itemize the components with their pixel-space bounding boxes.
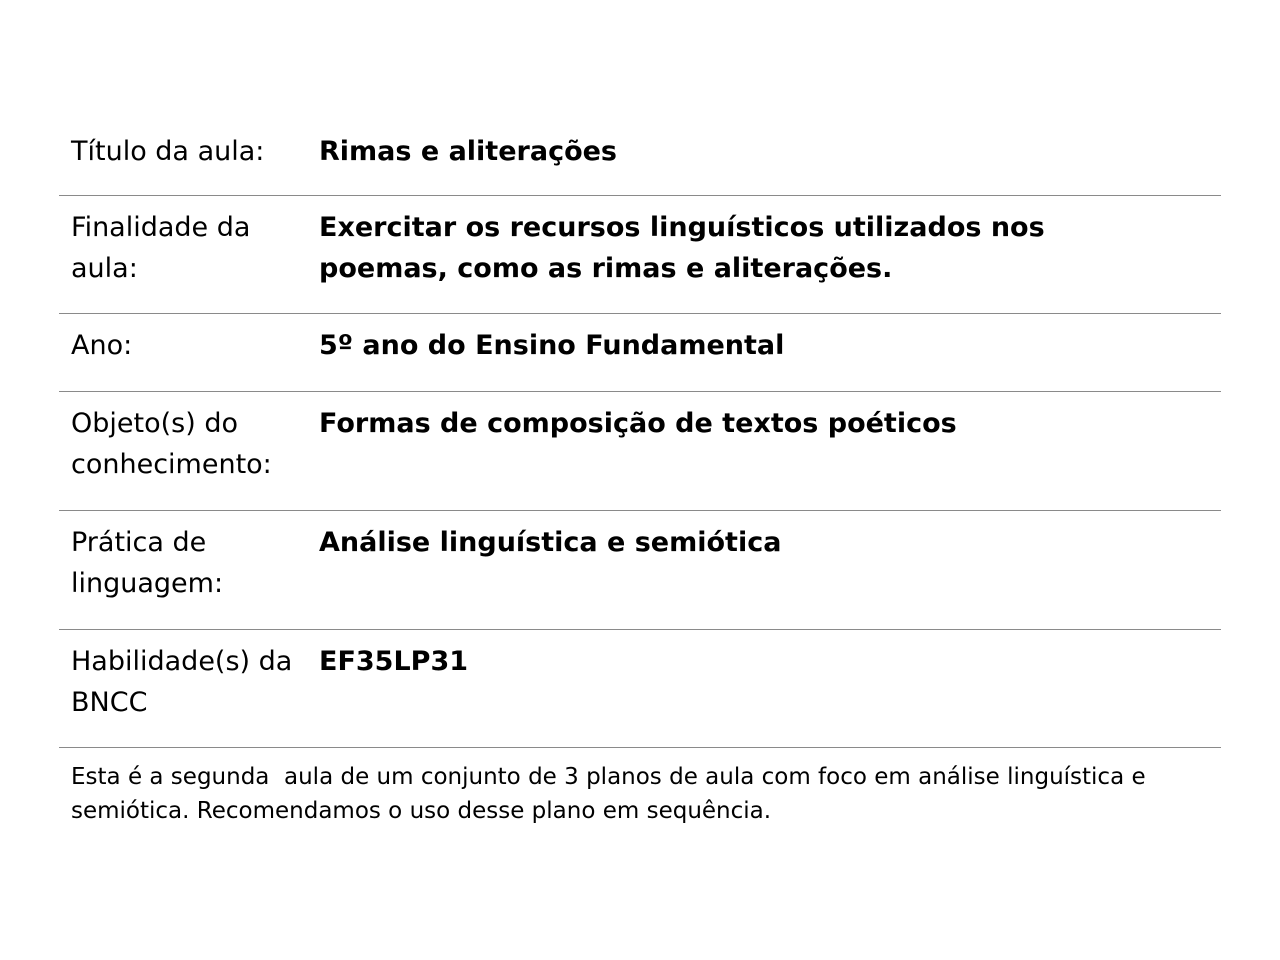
row-value-language-practice: Análise linguística e semiótica: [319, 527, 782, 558]
table-row-title: [59, 120, 1221, 196]
row-label-purpose: Finalidade da aula:: [71, 212, 251, 284]
lesson-info-table: [59, 120, 1221, 748]
sequence-note: Esta é a segunda aula de um conjunto de 3 planos de aula com foco em análise linguística e semiótica. Recomendamos o uso desse plano em sequência.: [71, 764, 1153, 824]
table-row-bncc-skill: [59, 630, 1221, 748]
row-label-bncc-skill: Habilidade(s) da BNCC: [71, 646, 293, 718]
row-label-grade: Ano:: [71, 330, 133, 361]
row-value-grade: 5º ano do Ensino Fundamental: [319, 330, 785, 361]
row-label-language-practice: Prática de linguagem:: [71, 527, 224, 599]
row-label-knowledge-object: Objeto(s) do conhecimento:: [71, 408, 272, 480]
row-value-bncc-skill: EF35LP31: [319, 646, 469, 677]
table-row-language-practice: [59, 511, 1221, 630]
row-label-title: Título da aula:: [71, 136, 265, 167]
row-value-knowledge-object: Formas de composição de textos poéticos: [319, 408, 957, 439]
row-value-title: Rimas e aliterações: [319, 136, 618, 167]
table-row-knowledge-object: [59, 392, 1221, 511]
row-value-purpose: Exercitar os recursos linguísticos utilizados nos poemas, como as rimas e aliterações.: [319, 212, 1045, 284]
table-row-purpose: [59, 196, 1221, 314]
table-row-grade: [59, 314, 1221, 392]
